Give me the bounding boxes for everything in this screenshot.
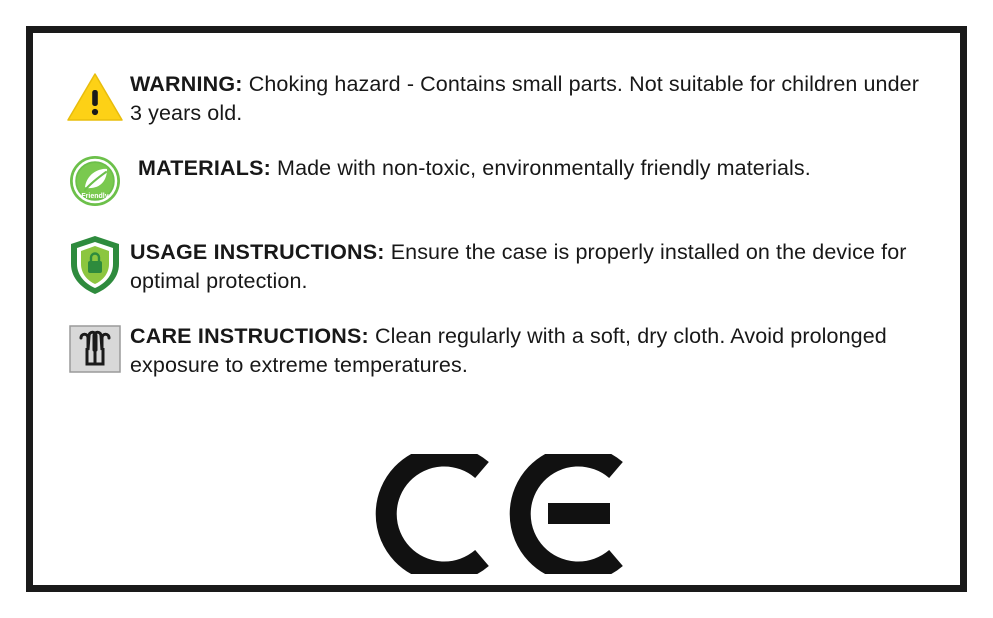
notice-text [130, 66, 933, 128]
notice-body: Made with non-toxic, environmentally friendly materials. [270, 156, 811, 180]
notice-body: Clean regularly with a soft, dry cloth. Avoid prolonged exposure to extreme temperatures. [130, 324, 887, 377]
handle-with-care-icon [60, 318, 130, 380]
ce-letter-e [504, 454, 624, 574]
warning-triangle-icon [60, 66, 130, 128]
eco-friendly-leaf-icon [60, 150, 130, 212]
notice-title: WARNING: [130, 72, 243, 96]
notice-text [130, 234, 933, 296]
ce-letter-c [370, 454, 490, 574]
notice-text [130, 150, 933, 183]
notice-care [60, 318, 933, 380]
shield-protection-icon [60, 234, 130, 296]
ce-mark [60, 454, 933, 574]
notice-title: USAGE INSTRUCTIONS: [130, 240, 385, 264]
label-content [60, 60, 933, 578]
notice-title: CARE INSTRUCTIONS: [130, 324, 369, 348]
notice-materials [60, 150, 933, 212]
notice-body: Ensure the case is properly installed on the device for optimal protection. [130, 240, 907, 293]
notice-body: Choking hazard - Contains small parts. Not suitable for children under 3 years old. [130, 72, 919, 125]
notice-text [130, 318, 933, 380]
notice-warning [60, 66, 933, 128]
notice-list [60, 66, 933, 380]
svg-text:Friendly: Friendly [81, 193, 109, 200]
notice-title: MATERIALS: [138, 156, 271, 180]
notice-usage [60, 234, 933, 296]
